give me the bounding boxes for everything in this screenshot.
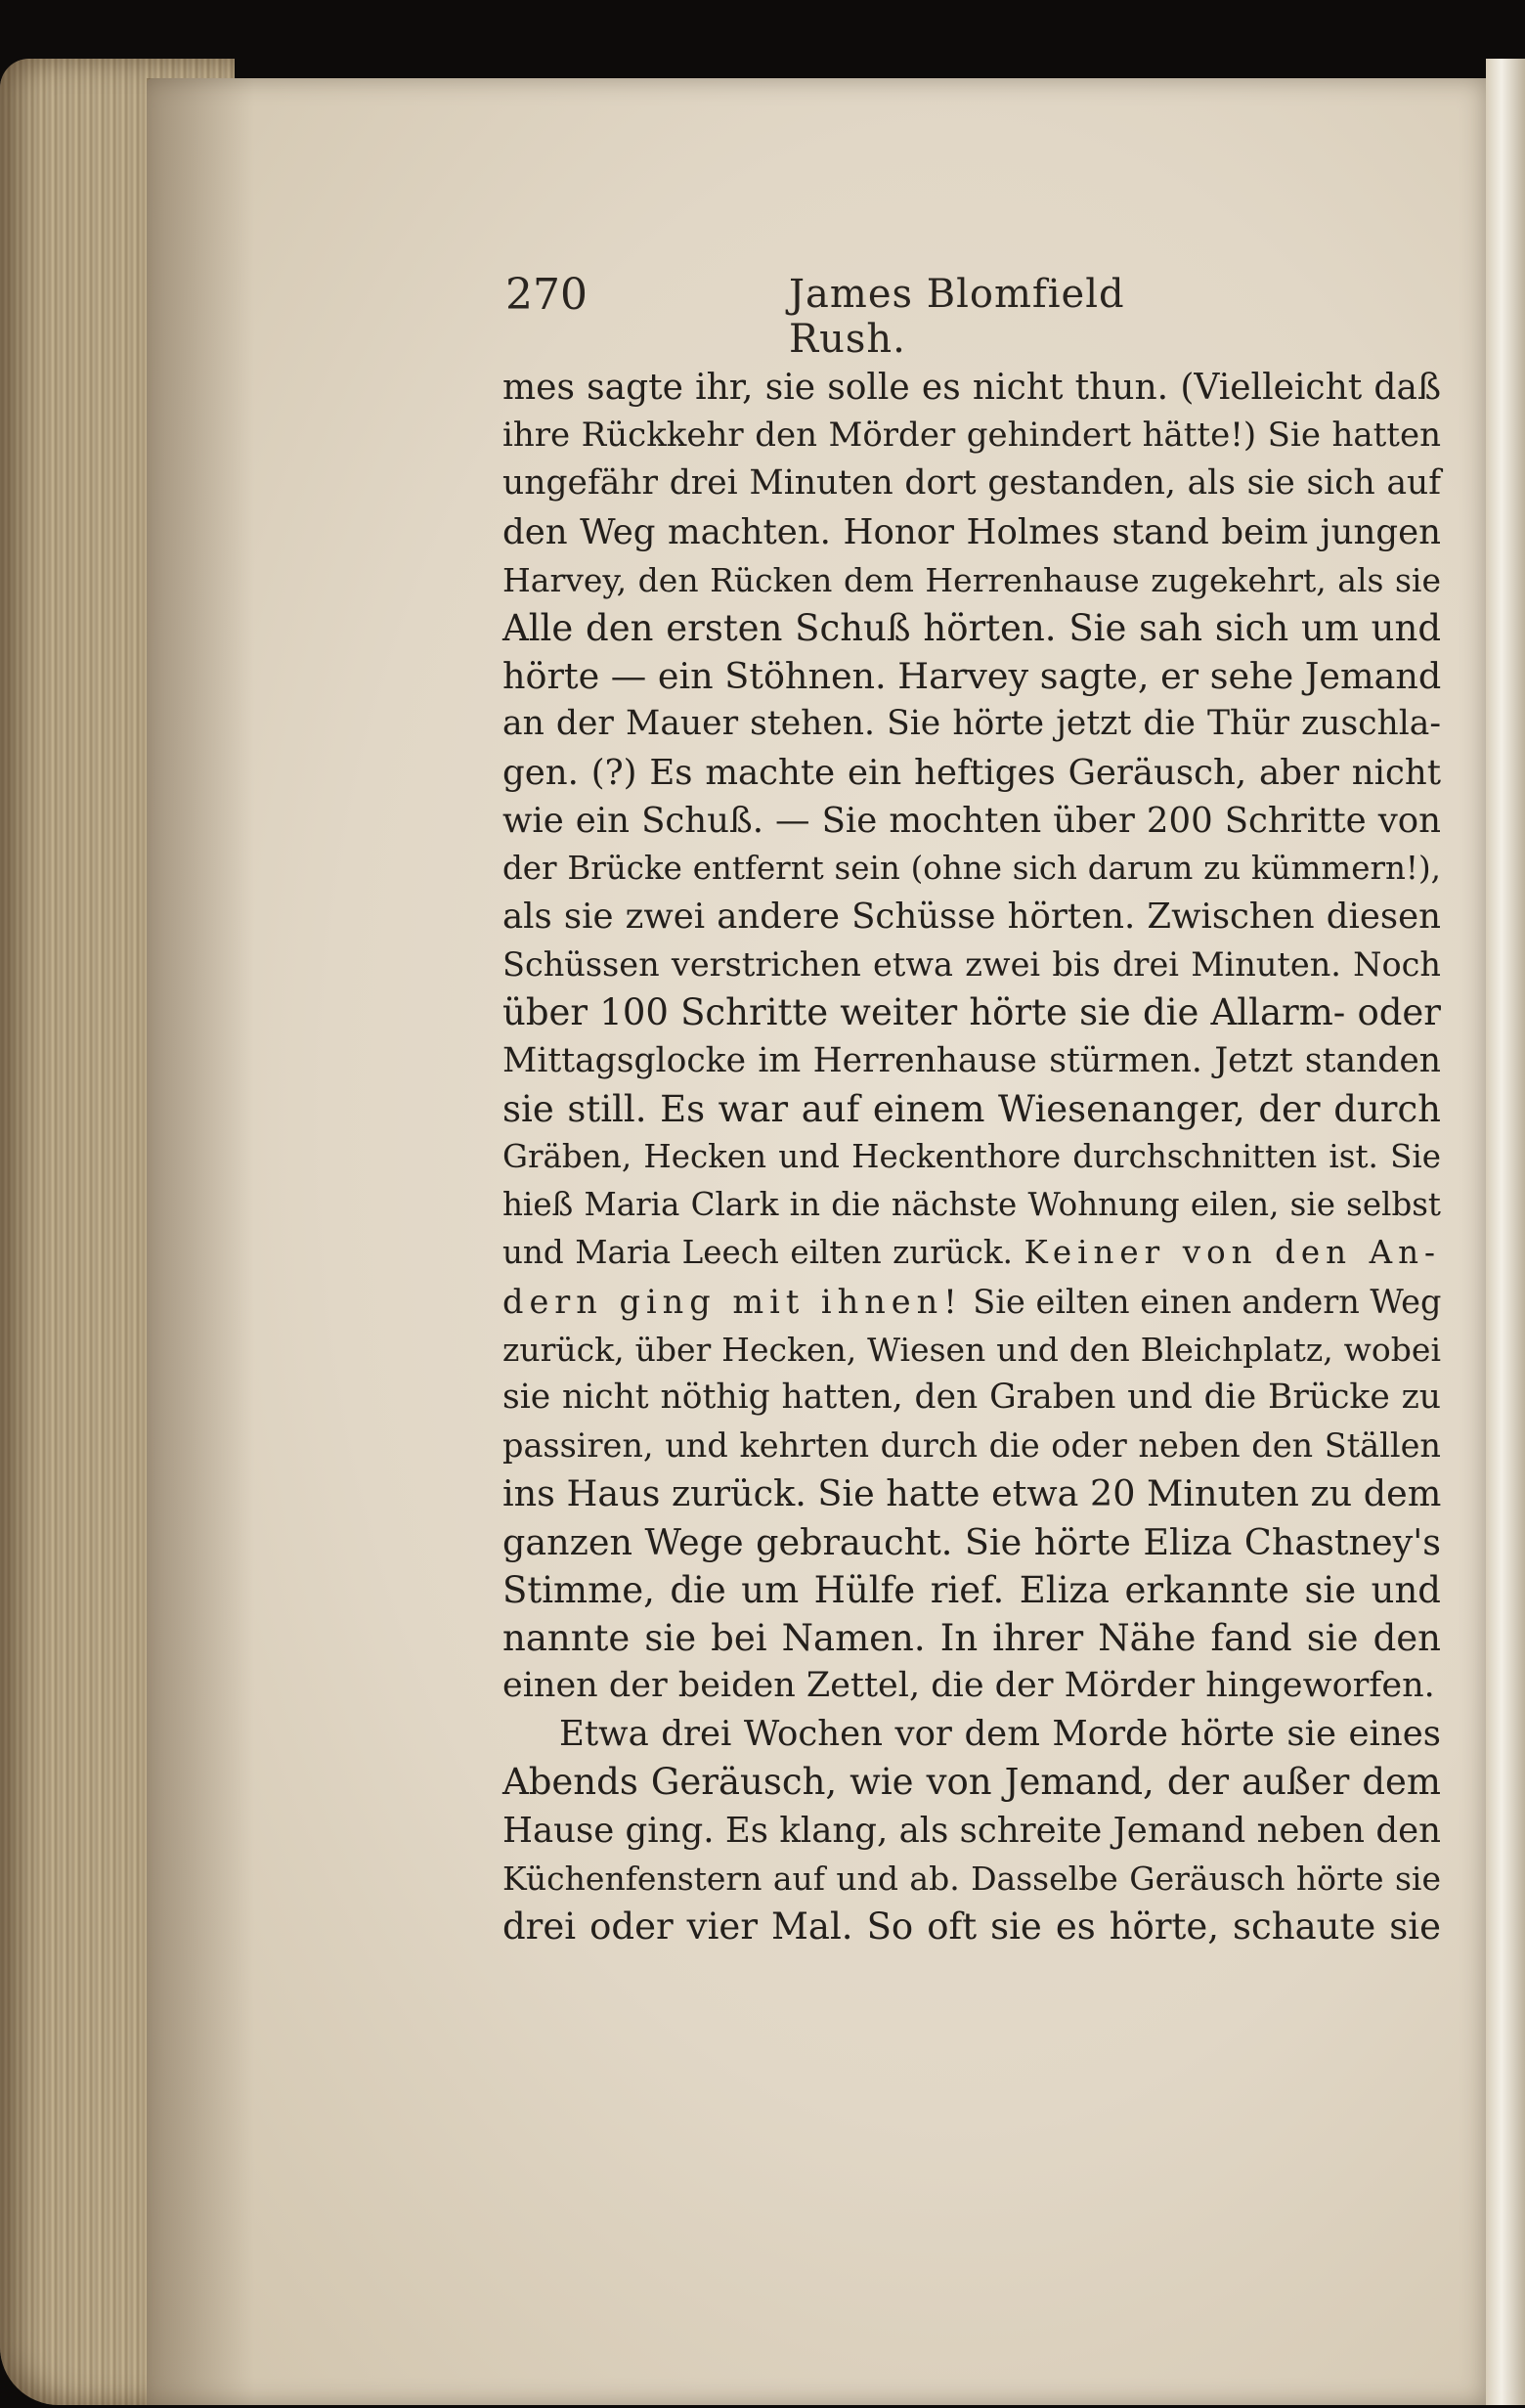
text-line: Mittagsglocke im Herrenhause stürmen. Jetzt standen [502, 1040, 1441, 1080]
running-head: James Blomfield Rush. [789, 272, 1125, 362]
text-line: zurück, über Hecken, Wiesen und den Bleichplatz, wobei [502, 1330, 1441, 1369]
page-number: 270 [505, 270, 588, 320]
text-line: hieß Maria Clark in die nächste Wohnung eilen, sie selbst [502, 1186, 1441, 1224]
text-line: gen. (?) Es machte ein heftiges Geräusch, aber nicht [502, 752, 1441, 793]
text-line: passiren, und kehrten durch die oder neben den Ställen [502, 1426, 1441, 1466]
text-line: an der Mauer stehen. Sie hörte jetzt die Thür zuschla- [502, 704, 1441, 744]
text-line: Küchenfenstern auf und ab. Dasselbe Geräusch hörte sie [502, 1859, 1441, 1898]
text-line: über 100 Schritte weiter hörte sie die Allarm- oder [502, 991, 1441, 1034]
spaced-emphasis: dern ging mit ihnen! [502, 1282, 963, 1321]
text-line: Hause ging. Es klang, als schreite Jemand neben den [502, 1810, 1441, 1851]
paragraph-2 [502, 1710, 1441, 1950]
text-line: Stimme, die um Hülfe rief. Eliza erkannte sie und [502, 1568, 1441, 1611]
text-line: wie ein Schuß. — Sie mochten über 200 Schritte von [502, 800, 1441, 841]
text-line: ins Haus zurück. Sie hatte etwa 20 Minuten zu dem [502, 1472, 1442, 1515]
text-line: Gräben, Hecken und Heckenthore durchschnitten ist. Sie [502, 1138, 1441, 1175]
text-line: ungefähr drei Minuten dort gestanden, als sie sich auf [502, 463, 1441, 503]
text-segment: und Maria Leech eilten zurück. [502, 1234, 1013, 1272]
text-line: drei oder vier Mal. So oft sie es hörte, schaute sie [502, 1905, 1441, 1948]
text-line: als sie zwei andere Schüsse hörten. Zwischen diesen [502, 897, 1441, 938]
text-line: Etwa drei Wochen vor dem Morde hörte sie eines [559, 1714, 1441, 1755]
text-line: Harvey, den Rücken dem Herrenhause zugekehrt, als sie [502, 560, 1441, 599]
text-line-mixed [502, 1229, 1441, 1277]
text-line: ihre Rückkehr den Mörder gehindert hätte!) Sie hatten [502, 416, 1441, 456]
right-page-edge [1486, 59, 1525, 2405]
text-line: mes sagte ihr, sie solle es nicht thun. (Vielleicht daß [502, 368, 1441, 408]
spaced-emphasis: Keiner von den An- [1024, 1234, 1441, 1272]
text-line: Abends Geräusch, wie von Jemand, der außer dem [502, 1761, 1441, 1804]
page-header [505, 270, 1180, 362]
text-line: Schüssen verstrichen etwa zwei bis drei Minuten. Noch [502, 945, 1441, 985]
text-line: nannte sie bei Namen. In ihrer Nähe fand sie den [502, 1616, 1441, 1659]
paragraph-1 [502, 364, 1441, 1710]
body-text [502, 364, 1441, 1950]
text-line: Alle den ersten Schuß hörten. Sie sah sich um und [502, 606, 1441, 649]
text-line: hörte — ein Stöhnen. Harvey sagte, er sehe Jemand [502, 655, 1442, 698]
text-segment: Sie eilten einen andern Weg [962, 1282, 1442, 1321]
text-line: sie nicht nöthig hatten, den Graben und die Brücke zu [502, 1377, 1441, 1417]
text-line: einen der beiden Zettel, die der Mörder hingeworfen. [502, 1666, 1435, 1706]
text-line-mixed [502, 1278, 1441, 1326]
text-line: sie still. Es war auf einem Wiesenanger, der durch [502, 1087, 1441, 1130]
gutter-shadow [147, 78, 254, 2405]
text-line: der Brücke entfernt sein (ohne sich darum zu kümmern!), [502, 849, 1441, 887]
text-line: den Weg machten. Honor Holmes stand beim jungen [502, 511, 1441, 552]
text-line: ganzen Wege gebraucht. Sie hörte Eliza Chastney's [502, 1520, 1441, 1563]
